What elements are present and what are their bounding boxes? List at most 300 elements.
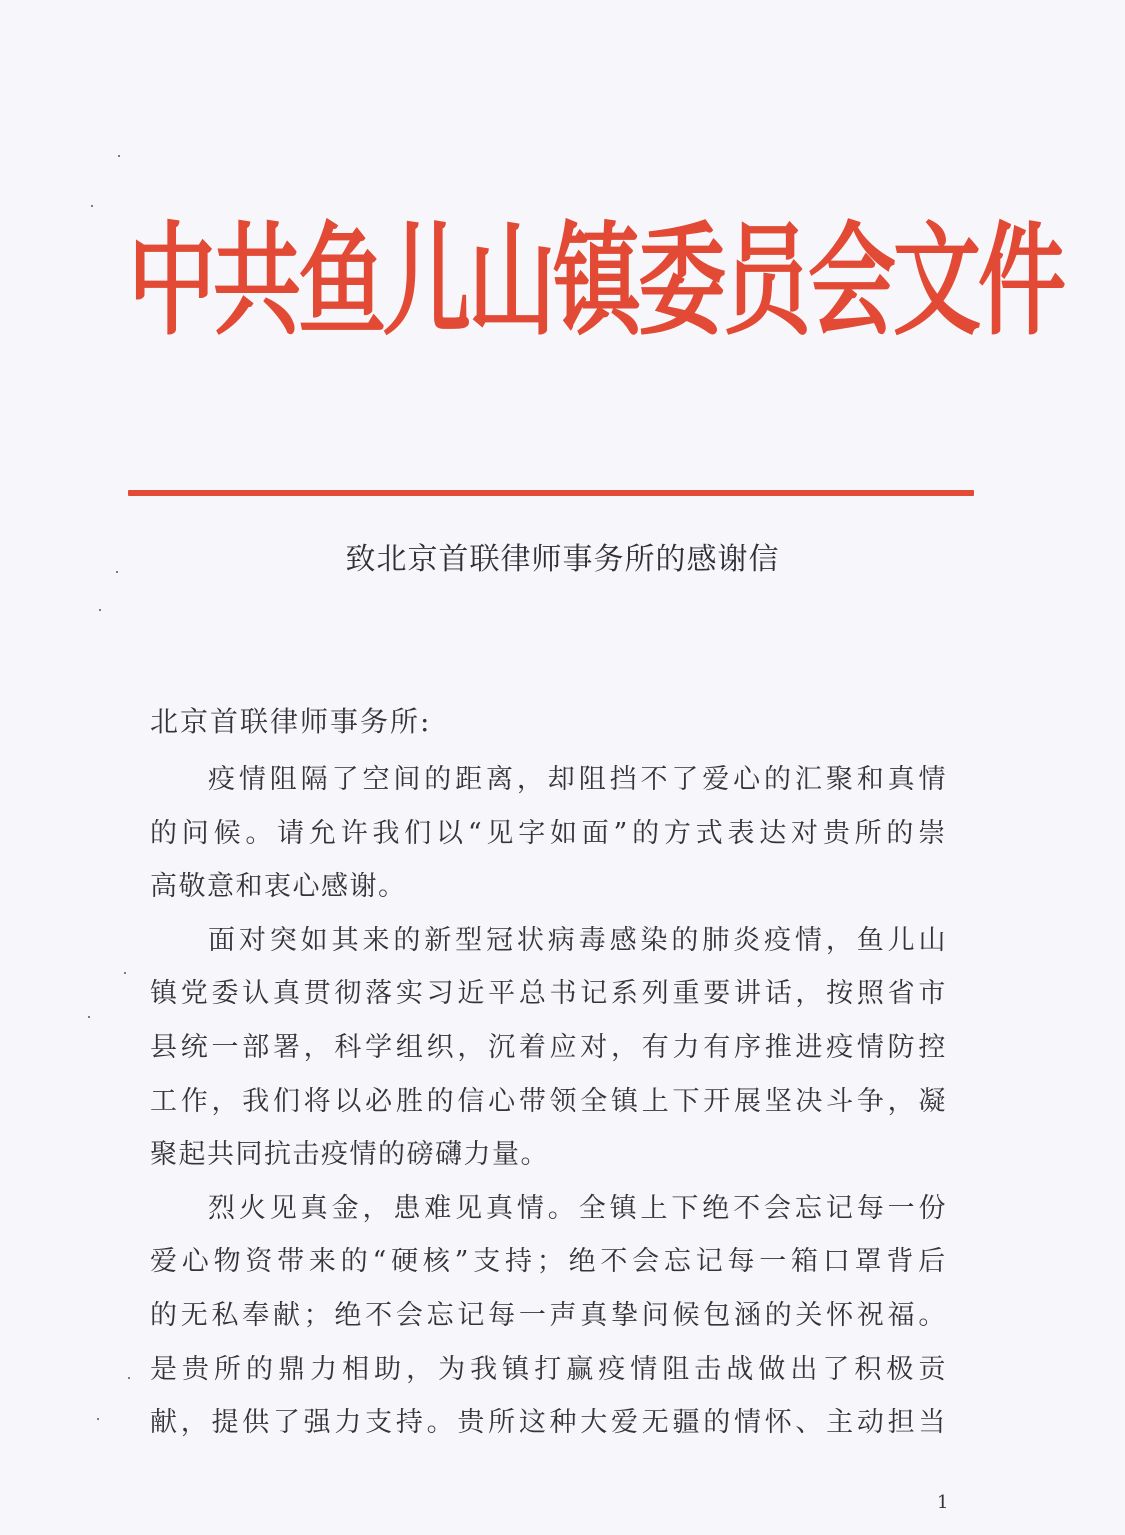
body-character: 儿 bbox=[887, 924, 917, 956]
body-character: 部 bbox=[242, 1031, 271, 1063]
body-character: 来 bbox=[308, 1246, 338, 1278]
body-character: 助 bbox=[374, 1353, 403, 1385]
body-line bbox=[150, 807, 947, 861]
body-character: 的 bbox=[340, 1246, 370, 1278]
body-character: 对 bbox=[580, 1031, 609, 1063]
body-character: 间 bbox=[393, 764, 422, 795]
body-character: 关 bbox=[795, 1299, 824, 1331]
body-character: 崇 bbox=[918, 817, 947, 849]
body-character: 县 bbox=[150, 1031, 179, 1063]
body-character: 将 bbox=[303, 1085, 333, 1117]
body-character: 突 bbox=[269, 924, 299, 956]
body-character: 口 bbox=[822, 1246, 852, 1278]
body-character: 力 bbox=[310, 1353, 339, 1385]
body-character: 面 bbox=[581, 817, 611, 849]
body-character: 隔 bbox=[300, 764, 330, 795]
body-character: 份 bbox=[918, 1192, 947, 1224]
body-line bbox=[150, 914, 947, 968]
body-character: 打 bbox=[534, 1353, 563, 1385]
body-character: 真 bbox=[272, 978, 302, 1010]
body-character: 来 bbox=[362, 924, 391, 956]
header-char: 会 bbox=[808, 208, 897, 352]
body-character: 胜 bbox=[395, 1085, 425, 1117]
body-character: 力 bbox=[334, 1407, 363, 1439]
body-character: 怀 bbox=[764, 1407, 794, 1439]
body-character: 的 bbox=[246, 1353, 275, 1385]
scan-speck bbox=[128, 1377, 130, 1379]
body-character: 的 bbox=[764, 1299, 794, 1331]
body-character: 祝 bbox=[856, 1299, 886, 1331]
body-line bbox=[150, 967, 947, 1021]
body-character: 奉 bbox=[242, 1299, 271, 1331]
body-character: 汇 bbox=[794, 764, 824, 795]
body-character: 见 bbox=[269, 1192, 299, 1224]
body-character: 。 bbox=[245, 817, 274, 849]
body-character: 讲 bbox=[733, 978, 763, 1010]
body-character: 无 bbox=[641, 1407, 671, 1439]
body-character: ， bbox=[362, 1192, 391, 1224]
scan-speck bbox=[118, 155, 120, 157]
body-character: 了 bbox=[671, 764, 700, 795]
body-character: 带 bbox=[277, 1246, 306, 1278]
body-character: 持 bbox=[505, 1246, 534, 1278]
body-character: 心 bbox=[733, 764, 762, 795]
scan-speck bbox=[97, 1418, 99, 1420]
body-character: 情 bbox=[630, 1353, 659, 1385]
body-character: “ bbox=[372, 1246, 388, 1278]
body-character: 。 bbox=[918, 1299, 947, 1331]
body-character: 不 bbox=[733, 1192, 762, 1224]
body-character: 阻 bbox=[578, 764, 608, 795]
body-character: 如 bbox=[549, 817, 579, 849]
body-character: 统 bbox=[180, 1031, 210, 1063]
body-character: 硬 bbox=[391, 1246, 420, 1278]
body-character: 会 bbox=[632, 1246, 661, 1278]
body-character: 下 bbox=[672, 1085, 701, 1117]
body-character: 离 bbox=[486, 764, 515, 795]
body-character: 真 bbox=[887, 764, 917, 795]
body-character: 总 bbox=[518, 978, 548, 1010]
header-char: 员 bbox=[723, 208, 812, 352]
body-character: 照 bbox=[856, 978, 886, 1010]
body-character: 和 bbox=[856, 764, 886, 795]
body-character: 忘 bbox=[663, 1246, 693, 1278]
header-char: 中 bbox=[128, 208, 217, 352]
body-character: 福 bbox=[887, 1299, 917, 1331]
body-character: 着 bbox=[518, 1031, 548, 1063]
header-char: 儿 bbox=[383, 208, 472, 352]
body-character: 动 bbox=[856, 1407, 886, 1439]
body-character: 却 bbox=[547, 764, 577, 795]
body-character: 情 bbox=[238, 764, 268, 795]
body-character: 推 bbox=[764, 1031, 794, 1063]
body-character: 了 bbox=[822, 1353, 851, 1385]
body-character: 记 bbox=[695, 1246, 725, 1278]
body-character: 组 bbox=[395, 1031, 425, 1063]
body-character: 镇 bbox=[609, 1192, 639, 1224]
body-character: 进 bbox=[795, 1031, 824, 1063]
body-character: 字 bbox=[518, 817, 547, 849]
body-character: 全 bbox=[580, 1085, 609, 1117]
scan-speck bbox=[116, 571, 118, 573]
body-character: 沉 bbox=[488, 1031, 517, 1063]
body-character: 金 bbox=[331, 1192, 361, 1224]
body-character: 工 bbox=[150, 1085, 179, 1117]
body-character: 挚 bbox=[611, 1299, 640, 1331]
body-character: 不 bbox=[640, 764, 669, 795]
body-character: 对 bbox=[238, 924, 268, 956]
body-character: “ bbox=[467, 817, 484, 849]
body-character: 允 bbox=[308, 817, 338, 849]
body-character: 平 bbox=[488, 978, 517, 1010]
header-char: 山 bbox=[468, 208, 557, 352]
body-character: 坚 bbox=[764, 1085, 794, 1117]
body-character: 问 bbox=[181, 817, 211, 849]
body-line bbox=[150, 1343, 947, 1397]
body-character: 出 bbox=[790, 1353, 819, 1385]
body-character: 每 bbox=[856, 1192, 886, 1224]
body-character: 系 bbox=[611, 978, 640, 1010]
body-character: 物 bbox=[213, 1246, 243, 1278]
body-character: 争 bbox=[856, 1085, 886, 1117]
body-character: 绝 bbox=[568, 1246, 598, 1278]
body-character: 箱 bbox=[791, 1246, 820, 1278]
body-character: 镇 bbox=[611, 1085, 640, 1117]
body-character: 镇 bbox=[502, 1353, 531, 1385]
body-character: 、 bbox=[795, 1407, 824, 1439]
scan-speck bbox=[88, 1016, 90, 1018]
header-char: 镇 bbox=[553, 208, 642, 352]
body-character: 真 bbox=[300, 1192, 330, 1224]
body-character: 冠 bbox=[486, 924, 515, 956]
body-character: 的 bbox=[632, 817, 661, 849]
body-character: 种 bbox=[549, 1407, 579, 1439]
body-character: 相 bbox=[342, 1353, 371, 1385]
body-character: 织 bbox=[426, 1031, 456, 1063]
body-character: ， bbox=[180, 1407, 210, 1439]
body-character: 新 bbox=[424, 924, 453, 956]
body-character: 阻 bbox=[269, 764, 299, 795]
body-character: 会 bbox=[764, 1192, 793, 1224]
body-character: ； bbox=[536, 1246, 566, 1278]
body-character: 应 bbox=[549, 1031, 579, 1063]
body-character: 绝 bbox=[702, 1192, 731, 1224]
body-character: 空 bbox=[362, 764, 391, 795]
body-character: 烈 bbox=[208, 1192, 237, 1224]
header-char: 共 bbox=[213, 208, 302, 352]
body-character: 镇 bbox=[150, 978, 179, 1010]
body-character: 作 bbox=[180, 1085, 210, 1117]
body-character: 的 bbox=[886, 817, 915, 849]
body-character: 炎 bbox=[733, 924, 762, 956]
body-character: 一 bbox=[518, 1299, 548, 1331]
body-character: 绝 bbox=[334, 1299, 363, 1331]
body-line bbox=[150, 753, 947, 807]
body-line: 高敬意和衷心感谢。 bbox=[150, 871, 407, 903]
body-line bbox=[150, 1021, 947, 1075]
body-character: 我 bbox=[372, 817, 401, 849]
body-character: 每 bbox=[727, 1246, 756, 1278]
body-character: 大 bbox=[580, 1407, 609, 1439]
body-character: 达 bbox=[759, 817, 788, 849]
body-character: 真 bbox=[486, 1192, 515, 1224]
body-character: 认 bbox=[242, 978, 271, 1010]
body-character: 列 bbox=[641, 978, 671, 1010]
body-character: 记 bbox=[580, 978, 609, 1010]
body-character: 下 bbox=[671, 1192, 700, 1224]
body-character: 包 bbox=[703, 1299, 732, 1331]
body-line: 聚起共同抗击疫情的磅礴力量。 bbox=[150, 1139, 549, 1171]
body-character: 防 bbox=[887, 1031, 917, 1063]
header-red-divider bbox=[128, 490, 974, 496]
body-character: 候 bbox=[213, 817, 243, 849]
body-character: 按 bbox=[826, 978, 855, 1010]
body-character: 爱 bbox=[702, 764, 731, 795]
body-character: 对 bbox=[791, 817, 820, 849]
body-line bbox=[150, 1075, 947, 1129]
letter-salutation: 北京首联律师事务所: bbox=[150, 705, 432, 738]
body-character: 问 bbox=[641, 1299, 671, 1331]
body-character: 背 bbox=[886, 1246, 915, 1278]
body-character: ， bbox=[516, 764, 546, 795]
body-character: 候 bbox=[672, 1299, 701, 1331]
body-character: 当 bbox=[918, 1407, 947, 1439]
body-character: 情 bbox=[918, 764, 947, 795]
body-character: 学 bbox=[365, 1031, 394, 1063]
body-character: 私 bbox=[211, 1299, 240, 1331]
body-character: 请 bbox=[277, 817, 306, 849]
body-character: 实 bbox=[395, 978, 425, 1010]
body-character: 贯 bbox=[303, 978, 333, 1010]
body-character: 山 bbox=[918, 924, 947, 956]
body-character: 型 bbox=[455, 924, 484, 956]
body-character: 献 bbox=[272, 1299, 302, 1331]
body-character: ， bbox=[887, 1085, 917, 1117]
body-character: 聚 bbox=[825, 764, 855, 795]
body-character: 为 bbox=[438, 1353, 467, 1385]
body-character: 疫 bbox=[598, 1353, 627, 1385]
document-header-title bbox=[128, 205, 1067, 355]
body-character: ， bbox=[611, 1031, 640, 1063]
body-character: 们 bbox=[272, 1085, 302, 1117]
body-character: 贵 bbox=[182, 1353, 211, 1385]
body-character: 感 bbox=[609, 924, 639, 956]
body-character: 贵 bbox=[822, 817, 852, 849]
body-character: 毒 bbox=[578, 924, 608, 956]
body-character: 面 bbox=[208, 924, 237, 956]
body-character: 不 bbox=[600, 1246, 629, 1278]
body-character: 一 bbox=[887, 1192, 917, 1224]
body-character: 见 bbox=[486, 817, 515, 849]
body-character: 真 bbox=[580, 1299, 609, 1331]
body-character: 的 bbox=[703, 1407, 732, 1439]
body-character: ， bbox=[406, 1353, 435, 1385]
body-character: 信 bbox=[457, 1085, 486, 1117]
body-character: 情 bbox=[516, 1192, 546, 1224]
body-character: 一 bbox=[759, 1246, 788, 1278]
body-character: 话 bbox=[764, 978, 794, 1010]
body-character: 火 bbox=[238, 1192, 268, 1224]
body-character: 疫 bbox=[208, 764, 237, 795]
body-character: 贵 bbox=[457, 1407, 486, 1439]
body-character: 情 bbox=[794, 924, 824, 956]
body-character: 见 bbox=[455, 1192, 484, 1224]
body-character: 我 bbox=[242, 1085, 271, 1117]
body-character: 强 bbox=[303, 1407, 333, 1439]
body-character: 罩 bbox=[854, 1246, 884, 1278]
body-character: 其 bbox=[331, 924, 361, 956]
body-character: 展 bbox=[733, 1085, 763, 1117]
body-character: 记 bbox=[825, 1192, 855, 1224]
body-character: 落 bbox=[365, 978, 394, 1010]
body-character: 疆 bbox=[672, 1407, 701, 1439]
body-character: 爱 bbox=[150, 1246, 179, 1278]
header-char: 委 bbox=[638, 208, 727, 352]
body-character: 的 bbox=[671, 924, 700, 956]
body-character: ； bbox=[303, 1299, 333, 1331]
body-character: 以 bbox=[334, 1085, 363, 1117]
body-character: 开 bbox=[703, 1085, 732, 1117]
body-character: 后 bbox=[918, 1246, 947, 1278]
body-character: 病 bbox=[547, 924, 577, 956]
body-character: 决 bbox=[795, 1085, 824, 1117]
scan-speck bbox=[99, 609, 101, 611]
body-character: 要 bbox=[703, 978, 732, 1010]
body-character: 如 bbox=[300, 924, 330, 956]
body-character: 市 bbox=[918, 978, 947, 1010]
body-character: 疫 bbox=[764, 924, 793, 956]
body-character: 有 bbox=[703, 1031, 732, 1063]
body-character: ” bbox=[613, 817, 629, 849]
body-character: 了 bbox=[272, 1407, 302, 1439]
body-character: 积 bbox=[854, 1353, 883, 1385]
body-character: 习 bbox=[426, 978, 456, 1010]
body-character: 斗 bbox=[826, 1085, 855, 1117]
body-character: 凝 bbox=[918, 1085, 947, 1117]
body-character: 供 bbox=[242, 1407, 271, 1439]
body-character: 是 bbox=[150, 1353, 179, 1385]
body-character: 的 bbox=[426, 1085, 456, 1117]
body-character: 挡 bbox=[609, 764, 639, 795]
body-character: 持 bbox=[395, 1407, 425, 1439]
body-character: 有 bbox=[641, 1031, 671, 1063]
body-character: ” bbox=[454, 1246, 470, 1278]
body-character: 重 bbox=[672, 978, 701, 1010]
body-character: 支 bbox=[473, 1246, 502, 1278]
body-character: ， bbox=[303, 1031, 333, 1063]
body-character: 极 bbox=[886, 1353, 915, 1385]
body-character: 式 bbox=[695, 817, 725, 849]
body-character: 忘 bbox=[426, 1299, 456, 1331]
body-character: 的 bbox=[150, 817, 179, 849]
body-character: ， bbox=[795, 978, 824, 1010]
body-character: 献 bbox=[150, 1407, 179, 1439]
body-character: 击 bbox=[694, 1353, 723, 1385]
body-character: 了 bbox=[331, 764, 361, 795]
letter-body bbox=[150, 753, 947, 1450]
scan-speck bbox=[91, 205, 93, 207]
body-character: 担 bbox=[887, 1407, 917, 1439]
body-character: 这 bbox=[518, 1407, 548, 1439]
body-character: 鱼 bbox=[856, 924, 886, 956]
body-character: 忘 bbox=[794, 1192, 824, 1224]
body-character: 上 bbox=[640, 1192, 669, 1224]
body-character: 无 bbox=[180, 1299, 210, 1331]
body-character: 鼎 bbox=[278, 1353, 307, 1385]
body-character: 全 bbox=[578, 1192, 608, 1224]
body-line bbox=[150, 1235, 947, 1289]
body-character: 核 bbox=[422, 1246, 452, 1278]
body-character: 表 bbox=[727, 817, 756, 849]
body-character: 党 bbox=[180, 978, 210, 1010]
body-character: ， bbox=[211, 1085, 240, 1117]
body-character: 委 bbox=[211, 978, 240, 1010]
body-character: 心 bbox=[181, 1246, 211, 1278]
body-character: 的 bbox=[150, 1299, 179, 1331]
letter-title: 致北京首联律师事务所的感谢信 bbox=[345, 542, 780, 577]
body-character: 记 bbox=[457, 1299, 486, 1331]
body-character: 所 bbox=[854, 817, 884, 849]
body-character: 怀 bbox=[826, 1299, 855, 1331]
body-character: 。 bbox=[547, 1192, 577, 1224]
body-line bbox=[150, 1289, 947, 1343]
body-character: 不 bbox=[365, 1299, 394, 1331]
header-char: 鱼 bbox=[298, 208, 387, 352]
body-character: 以 bbox=[436, 817, 465, 849]
body-character: 力 bbox=[672, 1031, 701, 1063]
body-character: 科 bbox=[334, 1031, 363, 1063]
body-character: 做 bbox=[758, 1353, 787, 1385]
body-character: 贡 bbox=[918, 1353, 947, 1385]
body-character: 疫 bbox=[826, 1031, 855, 1063]
body-character: 肺 bbox=[702, 924, 731, 956]
body-character: 的 bbox=[764, 764, 793, 795]
body-character: 书 bbox=[549, 978, 579, 1010]
body-character: 近 bbox=[457, 978, 486, 1010]
body-character: 心 bbox=[488, 1085, 517, 1117]
body-character: 许 bbox=[340, 817, 370, 849]
header-char: 件 bbox=[978, 208, 1067, 352]
body-character: 战 bbox=[726, 1353, 755, 1385]
body-character: 带 bbox=[518, 1085, 548, 1117]
body-character: 难 bbox=[424, 1192, 453, 1224]
body-character: 主 bbox=[826, 1407, 855, 1439]
body-line bbox=[150, 1182, 947, 1236]
body-character: 患 bbox=[393, 1192, 422, 1224]
body-character: 我 bbox=[470, 1353, 499, 1385]
header-char: 文 bbox=[893, 208, 982, 352]
body-character: 所 bbox=[488, 1407, 517, 1439]
body-character: 领 bbox=[549, 1085, 579, 1117]
body-character: 情 bbox=[733, 1407, 763, 1439]
body-character: 情 bbox=[856, 1031, 886, 1063]
body-character: 阻 bbox=[662, 1353, 691, 1385]
body-character: 署 bbox=[272, 1031, 302, 1063]
body-character: 声 bbox=[549, 1299, 579, 1331]
body-character: 一 bbox=[211, 1031, 240, 1063]
body-character: 每 bbox=[488, 1299, 517, 1331]
scan-speck bbox=[124, 972, 126, 974]
body-character: 染 bbox=[640, 924, 669, 956]
page-number: 1 bbox=[937, 1492, 949, 1513]
body-character: 彻 bbox=[334, 978, 363, 1010]
body-character: 控 bbox=[918, 1031, 947, 1063]
body-character: 会 bbox=[395, 1299, 425, 1331]
body-character: 的 bbox=[393, 924, 422, 956]
body-character: ， bbox=[457, 1031, 486, 1063]
body-character: 所 bbox=[214, 1353, 243, 1385]
body-character: 涵 bbox=[733, 1299, 763, 1331]
